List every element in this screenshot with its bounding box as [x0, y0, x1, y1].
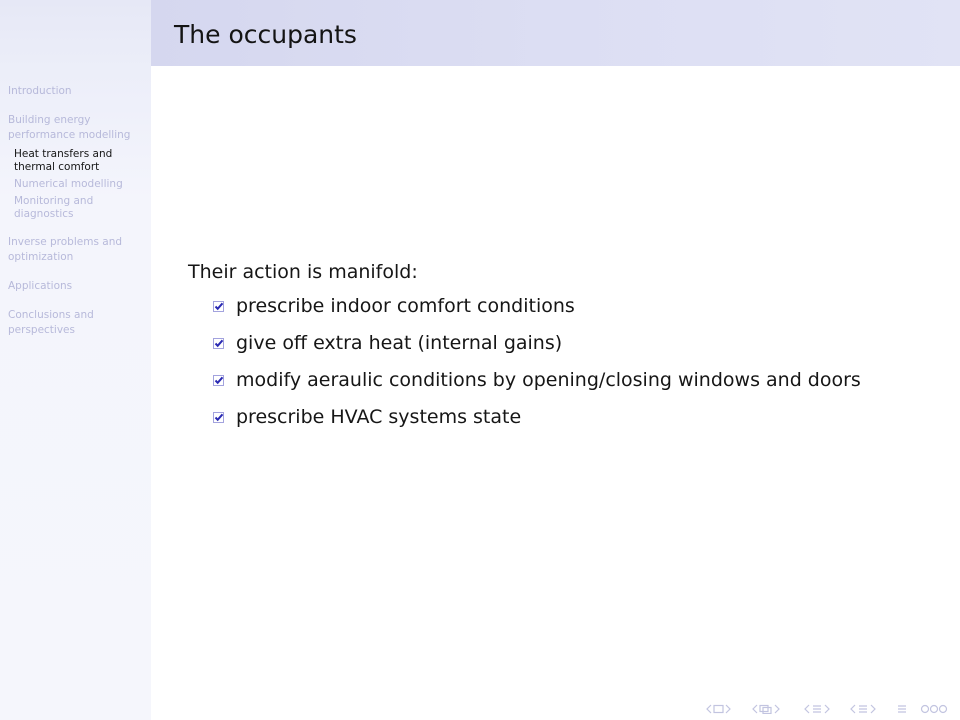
sidebar-navigation: [0, 84, 151, 352]
page-title: The occupants: [174, 20, 357, 49]
beamer-navigation-controls: [694, 704, 948, 714]
sidebar-subitem-monitoring[interactable]: Monitoring and diagnostics: [14, 195, 94, 220]
bullet-item: [213, 329, 928, 357]
sidebar-item-applications[interactable]: Applications: [8, 280, 73, 292]
checkbox-bullet-icon: [213, 338, 224, 349]
section-prev-next-icon[interactable]: [804, 704, 838, 714]
sidebar-subitem-heat-transfers[interactable]: Heat transfers and thermal comfort: [14, 148, 113, 173]
bullet-text: prescribe HVAC systems state: [236, 406, 522, 428]
bullet-list: [213, 292, 928, 431]
sidebar-item-building-energy[interactable]: Building energy performance modelling: [8, 114, 131, 141]
bullet-text: give off extra heat (internal gains): [236, 332, 563, 354]
checkbox-bullet-icon: [213, 412, 224, 423]
sidebar-item-introduction[interactable]: Introduction: [8, 85, 72, 97]
frame-title-bar: [151, 0, 960, 66]
sidebar-subitem-numerical-modelling[interactable]: Numerical modelling: [14, 178, 123, 190]
intro-text: Their action is manifold:: [188, 261, 418, 283]
sidebar-item-conclusions[interactable]: Conclusions and perspectives: [8, 309, 94, 336]
bullet-text: prescribe indoor comfort conditions: [236, 295, 575, 317]
search-zoom-icon[interactable]: [920, 704, 948, 714]
sidebar: [0, 0, 151, 720]
appendix-icon[interactable]: [896, 704, 908, 714]
bullet-text: modify aeraulic conditions by opening/closing windows and doors: [236, 369, 861, 391]
bullet-item: [213, 292, 928, 320]
bullet-item: [213, 403, 928, 431]
subsection-prev-next-icon[interactable]: [752, 704, 792, 714]
frame-prev-next-icon[interactable]: [706, 704, 740, 714]
checkbox-bullet-icon: [213, 375, 224, 386]
sidebar-item-inverse-problems[interactable]: Inverse problems and optimization: [8, 236, 123, 263]
checkbox-bullet-icon: [213, 301, 224, 312]
bullet-item: [213, 366, 928, 394]
slide-body: [188, 258, 928, 440]
subsubsection-prev-next-icon[interactable]: [850, 704, 884, 714]
sidebar-subsection-list: [0, 148, 151, 221]
